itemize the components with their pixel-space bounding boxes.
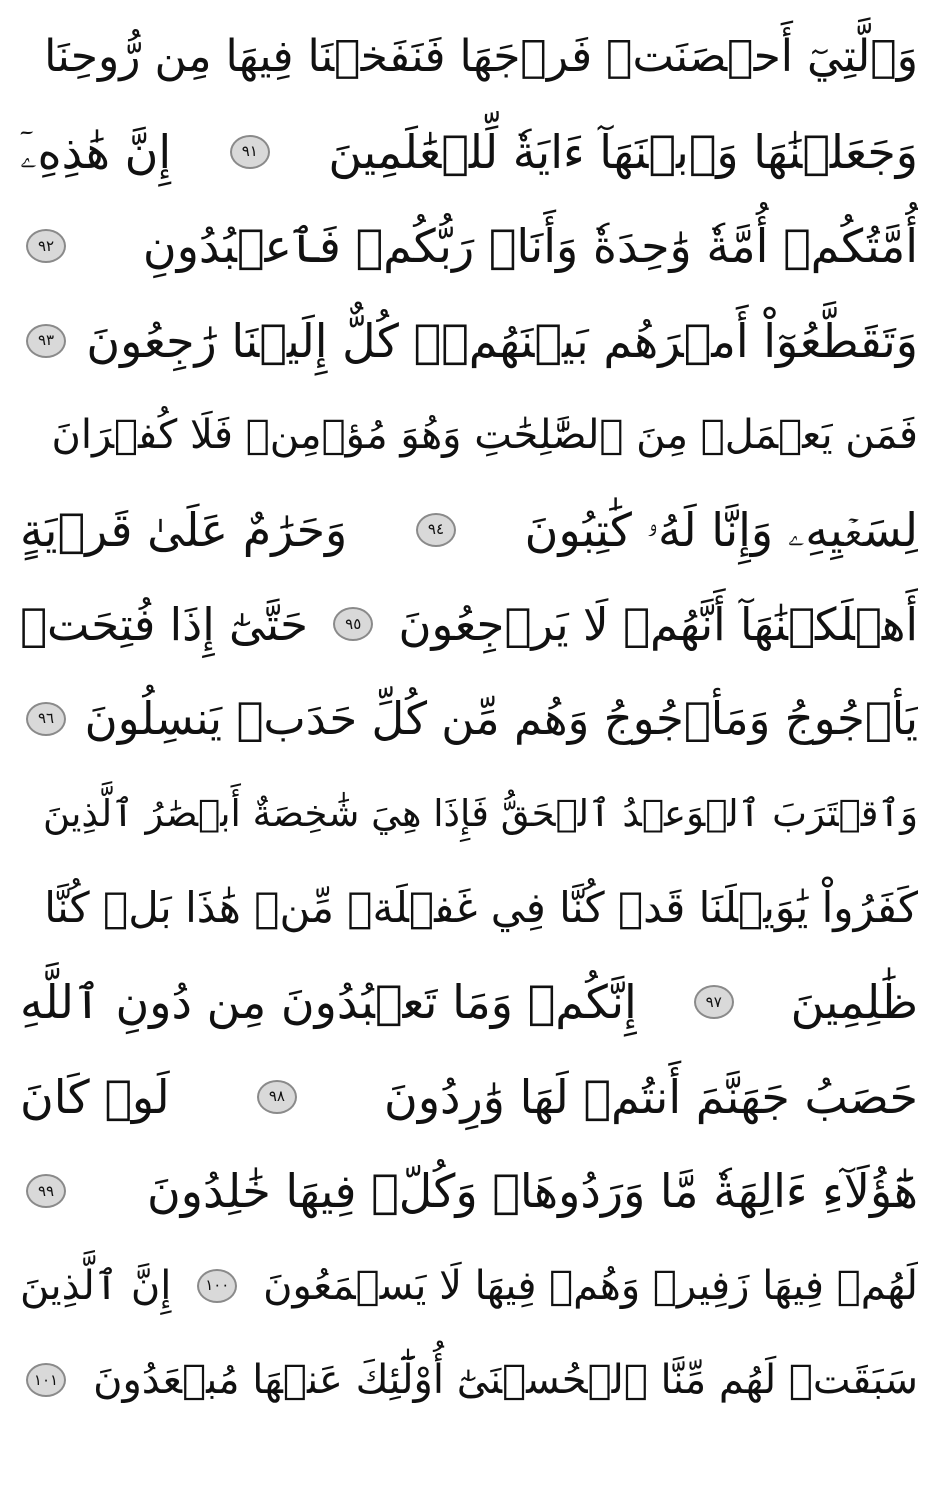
verse-text: حَصَبُ جَهَنَّمَ أَنتُمۡ لَهَا وَٰرِدُونَ — [384, 1069, 918, 1124]
verse-line — [20, 199, 918, 294]
ayah-number-marker: ٩٥ — [333, 607, 373, 641]
verse-text: لَهُمۡ فِيهَا زَفِيرٞ وَهُمۡ فِيهَا لَا يَسۡمَعُونَ — [263, 1262, 918, 1309]
verse-text: إِنَّ هَٰذِهِۦٓ — [20, 124, 172, 179]
verse-line — [20, 1050, 918, 1145]
verse-text: إِنَّكُمۡ وَمَا تَعۡبُدُونَ مِن دُونِ ٱللَّهِ — [20, 975, 637, 1030]
verse-text: سَبَقَتۡ لَهُم مِّنَّا ٱلۡحُسۡنَىٰٓ أُوْلَٰٓئِكَ عَنۡهَا مُبۡعَدُونَ — [93, 1357, 918, 1404]
verse-line — [20, 388, 918, 483]
verse-text: هَٰٓؤُلَآءِ ءَالِهَةٗ مَّا وَرَدُوهَاۖ وَكُلّٞ فِيهَا خَٰلِدُونَ — [146, 1164, 918, 1219]
ayah-number-marker: ٩٣ — [26, 324, 66, 358]
verse-text: وَٱلَّتِيٓ أَحۡصَنَتۡ فَرۡجَهَا فَنَفَخۡنَا فِيهَا مِن رُّوحِنَا — [44, 31, 918, 83]
verse-text: أُمَّتُكُمۡ أُمَّةٗ وَٰحِدَةٗ وَأَنَا۠ رَبُّكُمۡ فَٱعۡبُدُونِ — [142, 219, 918, 274]
verse-line — [20, 483, 918, 578]
verse-text: وَٱقۡتَرَبَ ٱلۡوَعۡدُ ٱلۡحَقُّ فَإِذَا هِيَ شَٰخِصَةٌ أَبۡصَٰرُ ٱلَّذِينَ — [42, 791, 918, 835]
ayah-number-marker: ٩٢ — [26, 229, 66, 263]
verse-text: فَمَن يَعۡمَلۡ مِنَ ٱلصَّٰلِحَٰتِ وَهُوَ مُؤۡمِنٞ فَلَا كُفۡرَانَ — [51, 412, 918, 459]
ayah-number-marker: ٩١ — [230, 135, 270, 169]
ayah-number-marker: ٩٨ — [257, 1080, 297, 1114]
verse-text: لِسَعۡيِهِۦ وَإِنَّا لَهُۥ كَٰتِبُونَ — [524, 502, 918, 557]
verse-text: إِنَّ ٱلَّذِينَ — [20, 1262, 172, 1309]
ayah-number-marker: ٩٩ — [26, 1174, 66, 1208]
verse-text: كَفَرُواْ يَٰوَيۡلَنَا قَدۡ كُنَّا فِي غَفۡلَةٖ مِّنۡ هَٰذَا بَلۡ كُنَّا — [44, 882, 918, 932]
verse-text: حَتَّىٰٓ إِذَا فُتِحَتۡ — [20, 597, 308, 651]
verse-line — [20, 766, 918, 861]
ayah-number-marker: ٩٤ — [416, 513, 456, 547]
verse-text: وَجَعَلۡنَٰهَا وَٱبۡنَهَآ ءَايَةٗ لِّلۡعَٰلَمِينَ — [328, 124, 918, 179]
ayah-number-marker: ١٠١ — [26, 1363, 66, 1397]
verse-text: أَهۡلَكۡنَٰهَآ أَنَّهُمۡ لَا يَرۡجِعُونَ — [398, 597, 918, 651]
verse-text: وَتَقَطَّعُوٓاْ أَمۡرَهُم بَيۡنَهُمۡۖ كُلٌّ إِلَيۡنَا رَٰجِعُونَ — [86, 313, 918, 368]
verse-line — [20, 577, 918, 672]
verse-line — [20, 672, 918, 767]
verse-line — [20, 1144, 918, 1239]
verse-text: لَوۡ كَانَ — [20, 1069, 170, 1124]
verse-line — [20, 1239, 918, 1334]
verse-line — [20, 955, 918, 1050]
verse-line — [20, 1333, 918, 1428]
ayah-number-marker: ١٠٠ — [197, 1269, 237, 1303]
verse-text: يَأۡجُوجُ وَمَأۡجُوجُ وَهُم مِّن كُلِّ حَدَبٖ يَنسِلُونَ — [84, 692, 918, 746]
verse-text: ظَٰلِمِينَ — [790, 975, 918, 1030]
ayah-number-marker: ٩٧ — [694, 985, 734, 1019]
verse-line — [20, 10, 918, 105]
verse-line — [20, 861, 918, 956]
verse-line — [20, 294, 918, 389]
ayah-number-marker: ٩٦ — [26, 702, 66, 736]
verse-line — [20, 105, 918, 200]
verse-text: وَحَرَٰمٌ عَلَىٰ قَرۡيَةٍ — [20, 502, 348, 557]
